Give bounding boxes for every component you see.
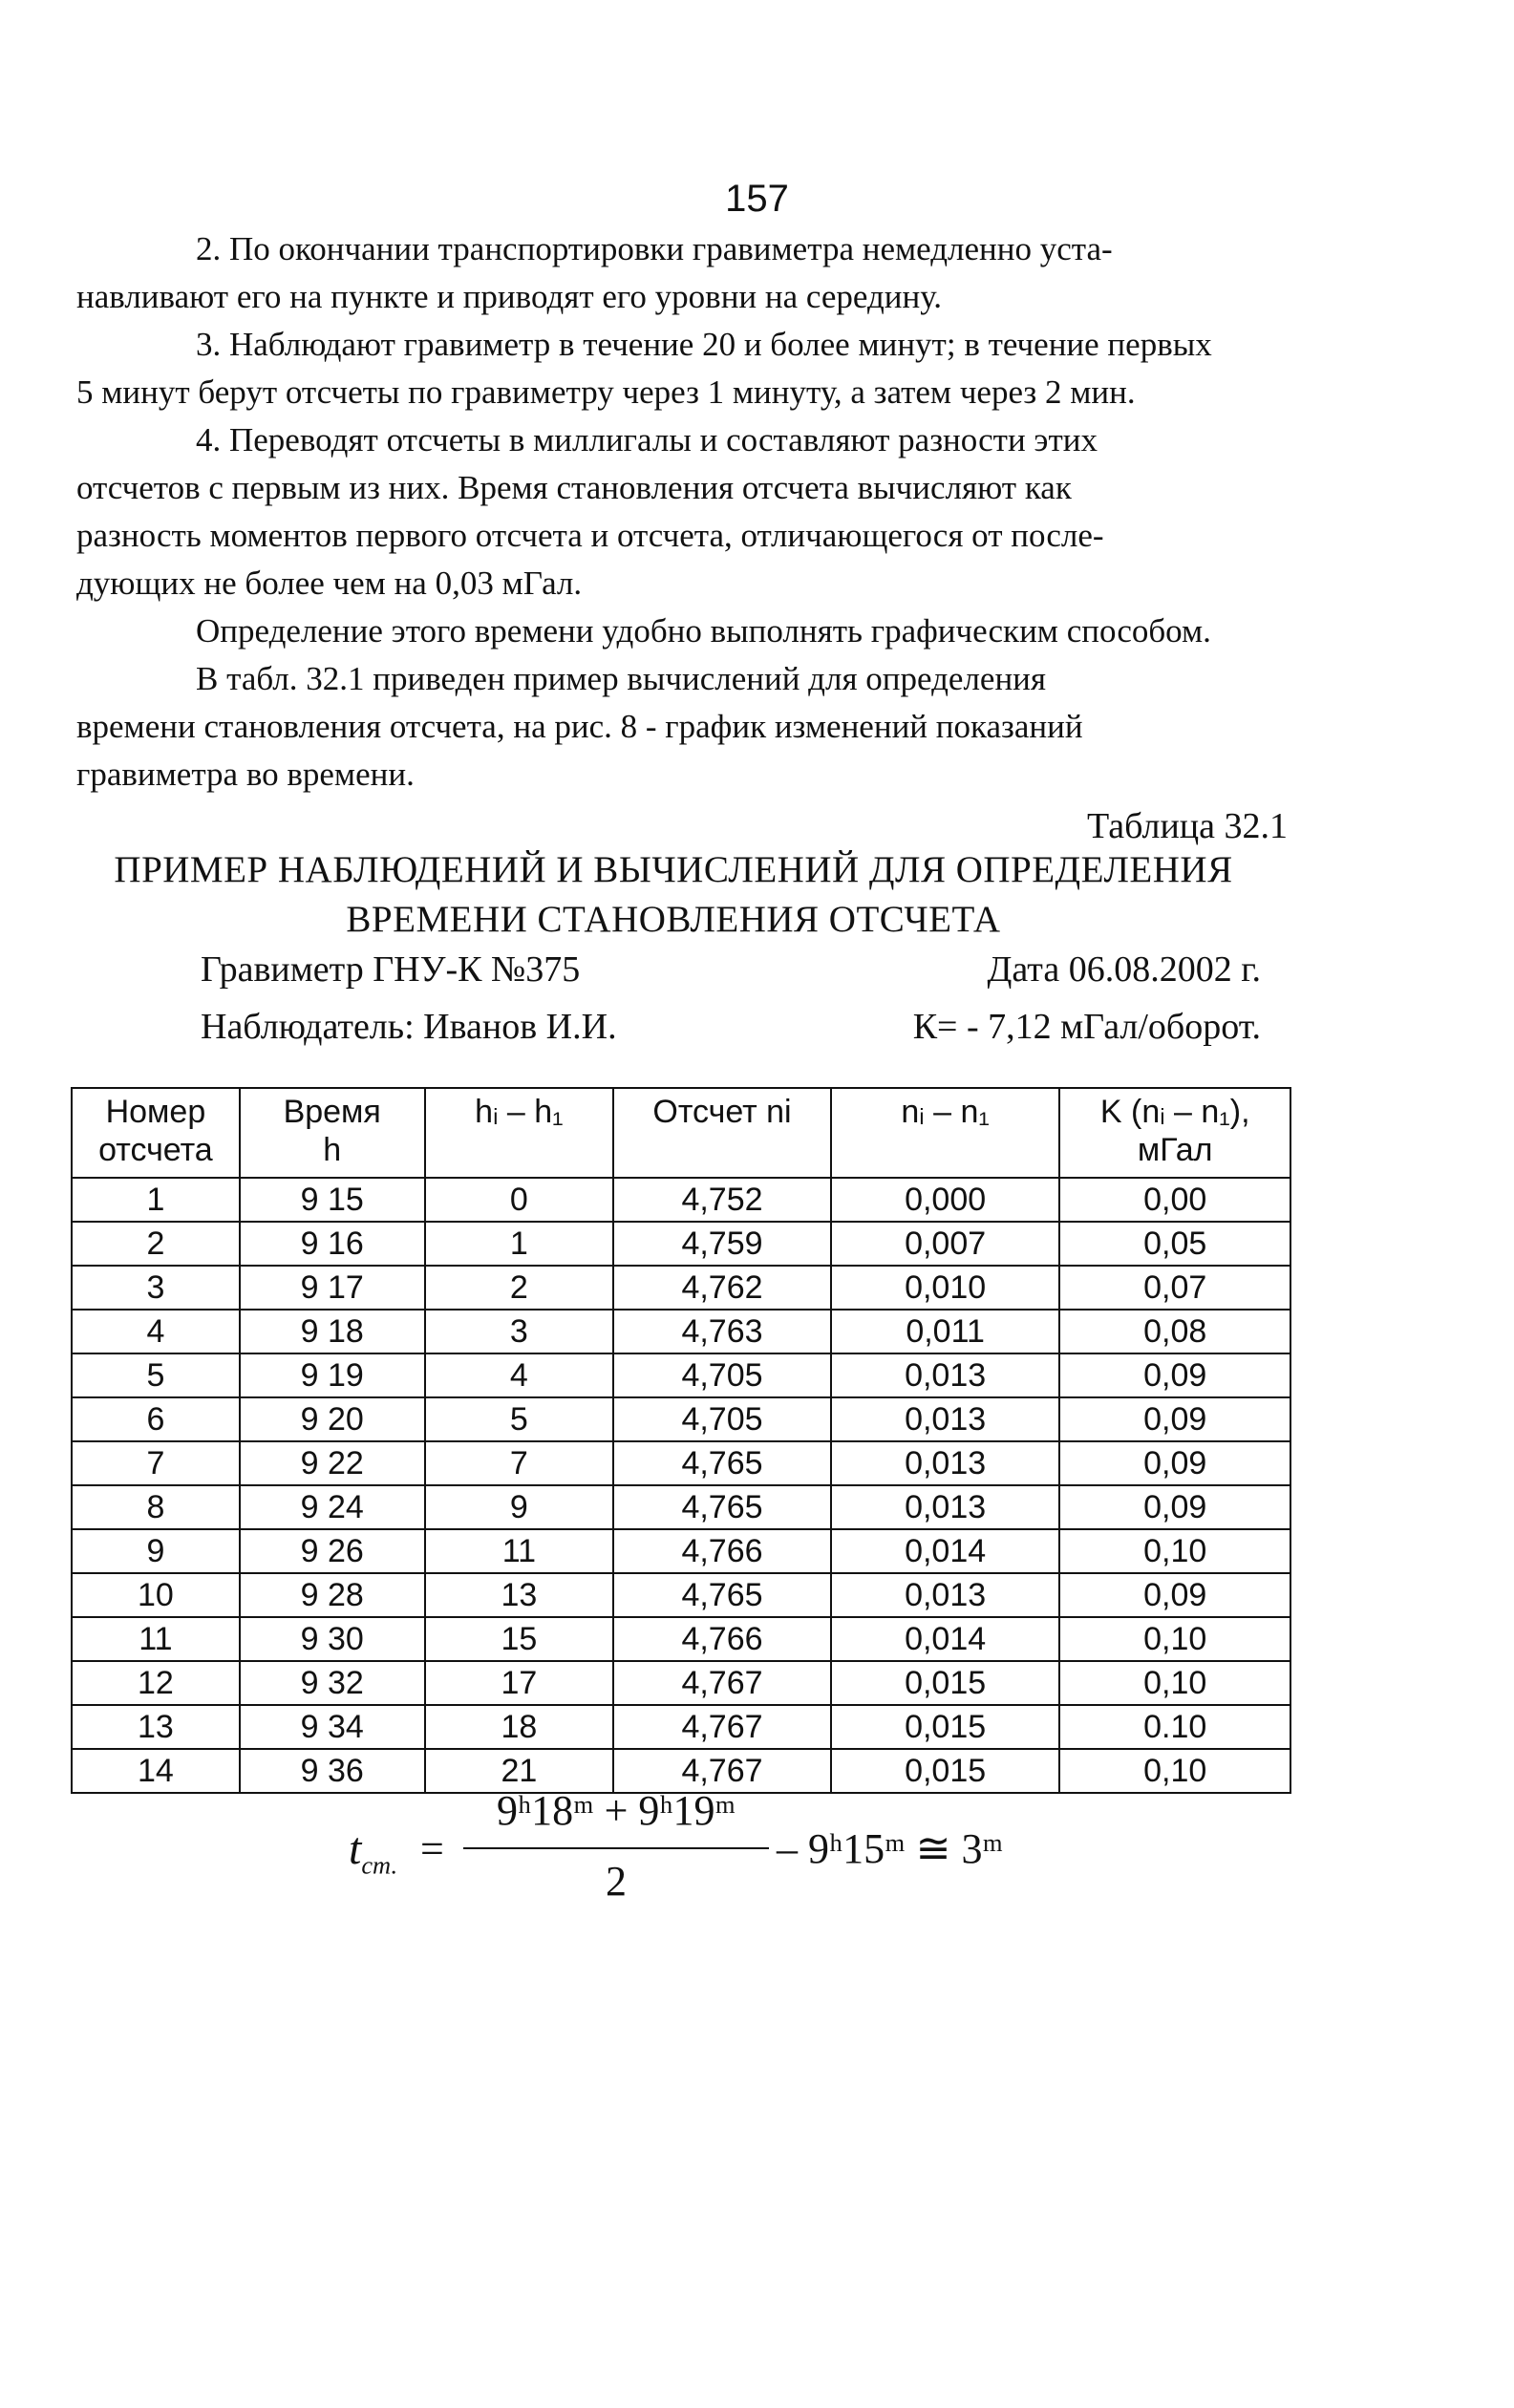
- paragraph-line: 5 минут берут отсчеты по гравиметру через 1 минуту, а затем через 2 мин.: [76, 373, 1136, 411]
- date-label: Дата 06.08.2002 г.: [987, 949, 1261, 990]
- cell-reading-diff: 0,013: [831, 1441, 1060, 1485]
- observer-label: Наблюдатель: Иванов И.И.: [201, 1007, 617, 1047]
- cell-time: 9 18: [240, 1310, 425, 1353]
- paragraph-line: отсчетов с первым из них. Время становления отсчета вычисляют как: [76, 469, 1072, 506]
- cell-mgal: 0,07: [1059, 1266, 1290, 1310]
- header-mgal: K (nᵢ – n₁), мГал: [1059, 1088, 1290, 1178]
- formula-rest: – 9ʰ15ᵐ ≅ 3ᵐ: [777, 1825, 1004, 1872]
- table-row: [72, 1529, 1290, 1573]
- cell-time-diff: 7: [425, 1441, 614, 1485]
- cell-mgal: 0,09: [1059, 1397, 1290, 1441]
- cell-reading-number: 11: [72, 1617, 240, 1661]
- cell-reading-number: 8: [72, 1485, 240, 1529]
- cell-time-diff: 2: [425, 1266, 614, 1310]
- table-row: [72, 1705, 1290, 1749]
- cell-mgal: 0,10: [1059, 1661, 1290, 1705]
- table-row: [72, 1397, 1290, 1441]
- cell-reading-diff: 0,013: [831, 1397, 1060, 1441]
- paragraph-line: 4. Переводят отсчеты в миллигалы и составляют разности этих: [196, 421, 1098, 458]
- table-row: [72, 1485, 1290, 1529]
- observations-table: [71, 1087, 1291, 1794]
- cell-reading-number: 13: [72, 1705, 240, 1749]
- table-label: Таблица 32.1: [1086, 806, 1288, 846]
- formula-equals: =: [420, 1825, 444, 1872]
- cell-time-diff: 1: [425, 1222, 614, 1266]
- cell-reading: 4,759: [613, 1222, 831, 1266]
- meta-row-1: [201, 948, 1261, 991]
- cell-reading: 4,705: [613, 1353, 831, 1397]
- cell-time-diff: 17: [425, 1661, 614, 1705]
- cell-reading-number: 1: [72, 1178, 240, 1222]
- header-time-diff: hᵢ – h₁: [425, 1088, 614, 1178]
- cell-time-diff: 13: [425, 1573, 614, 1617]
- cell-time-diff: 21: [425, 1749, 614, 1793]
- paragraph-line: времени становления отсчета, на рис. 8 - график изменений показаний: [76, 708, 1083, 745]
- cell-mgal: 0,09: [1059, 1485, 1290, 1529]
- cell-time: 9 32: [240, 1661, 425, 1705]
- cell-time-diff: 11: [425, 1529, 614, 1573]
- header-time: Время h: [240, 1088, 425, 1178]
- cell-time: 9 19: [240, 1353, 425, 1397]
- cell-reading-number: 4: [72, 1310, 240, 1353]
- paragraph-line: 3. Наблюдают гравиметр в течение 20 и более минут; в течение первых: [196, 326, 1212, 363]
- table-header-row: [72, 1088, 1290, 1178]
- table-title-line-1: ПРИМЕР НАБЛЮДЕНИЙ И ВЫЧИСЛЕНИЙ ДЛЯ ОПРЕДЕЛЕНИЯ: [114, 849, 1233, 890]
- table-row: [72, 1353, 1290, 1397]
- table-title: [0, 845, 1347, 945]
- cell-reading: 4,767: [613, 1705, 831, 1749]
- cell-reading-number: 10: [72, 1573, 240, 1617]
- table-row: [72, 1441, 1290, 1485]
- cell-mgal: 0,05: [1059, 1222, 1290, 1266]
- cell-reading: 4,767: [613, 1661, 831, 1705]
- paragraph-line: 2. По окончании транспортировки гравиметра немедленно уста-: [196, 230, 1113, 267]
- cell-reading-diff: 0,007: [831, 1222, 1060, 1266]
- table-row: [72, 1573, 1290, 1617]
- k-value-label: К= - 7,12 мГал/оборот.: [912, 1007, 1261, 1047]
- paragraph-2: [76, 321, 1290, 416]
- table-row: [72, 1222, 1290, 1266]
- cell-reading-number: 14: [72, 1749, 240, 1793]
- cell-reading-diff: 0,015: [831, 1661, 1060, 1705]
- cell-mgal: 0,08: [1059, 1310, 1290, 1353]
- header-reading-diff: nᵢ – n₁: [831, 1088, 1060, 1178]
- cell-time-diff: 4: [425, 1353, 614, 1397]
- cell-time: 9 20: [240, 1397, 425, 1441]
- gravimeter-label: Гравиметр ГНУ-К №375: [201, 949, 581, 990]
- cell-time: 9 22: [240, 1441, 425, 1485]
- cell-reading-number: 5: [72, 1353, 240, 1397]
- cell-time: 9 26: [240, 1529, 425, 1573]
- cell-reading: 4,752: [613, 1178, 831, 1222]
- cell-time: 9 36: [240, 1749, 425, 1793]
- cell-reading: 4,766: [613, 1529, 831, 1573]
- cell-reading-diff: 0,015: [831, 1705, 1060, 1749]
- cell-reading: 4,765: [613, 1485, 831, 1529]
- table-row: [72, 1617, 1290, 1661]
- formula-fraction-bar: [463, 1847, 769, 1849]
- cell-reading-number: 12: [72, 1661, 240, 1705]
- meta-row-2: [201, 1006, 1261, 1048]
- cell-mgal: 0,09: [1059, 1573, 1290, 1617]
- cell-reading: 4,763: [613, 1310, 831, 1353]
- header-reading-number: Номер отсчета: [72, 1088, 240, 1178]
- formula-numerator: 9ʰ18ᵐ + 9ʰ19ᵐ: [496, 1787, 736, 1834]
- cell-reading: 4,766: [613, 1617, 831, 1661]
- cell-reading: 4,767: [613, 1749, 831, 1793]
- paragraph-1: [76, 225, 1290, 321]
- cell-reading: 4,765: [613, 1573, 831, 1617]
- cell-reading-number: 2: [72, 1222, 240, 1266]
- paragraph-line: дующих не более чем на 0,03 мГал.: [76, 565, 583, 602]
- cell-time-diff: 5: [425, 1397, 614, 1441]
- table-row: [72, 1178, 1290, 1222]
- cell-reading-diff: 0,011: [831, 1310, 1060, 1353]
- cell-reading-diff: 0,014: [831, 1617, 1060, 1661]
- cell-mgal: 0,10: [1059, 1749, 1290, 1793]
- cell-reading-diff: 0,013: [831, 1353, 1060, 1397]
- paragraph-5: [76, 655, 1290, 799]
- cell-mgal: 0,09: [1059, 1353, 1290, 1397]
- header-reading: Отсчет ni: [613, 1088, 831, 1178]
- cell-reading-number: 9: [72, 1529, 240, 1573]
- cell-reading-number: 6: [72, 1397, 240, 1441]
- paragraph-line: Определение этого времени удобно выполнять графическим способом.: [196, 612, 1211, 650]
- cell-reading-number: 7: [72, 1441, 240, 1485]
- cell-mgal: 0,00: [1059, 1178, 1290, 1222]
- formula-denominator: 2: [606, 1858, 627, 1905]
- cell-reading-diff: 0,013: [831, 1485, 1060, 1529]
- cell-reading-diff: 0,000: [831, 1178, 1060, 1222]
- cell-reading-diff: 0,010: [831, 1266, 1060, 1310]
- cell-reading-number: 3: [72, 1266, 240, 1310]
- cell-time-diff: 0: [425, 1178, 614, 1222]
- cell-mgal: 0.10: [1059, 1705, 1290, 1749]
- page-number: 157: [725, 178, 789, 220]
- formula: [349, 1786, 1075, 1929]
- paragraph-3: [76, 416, 1290, 607]
- cell-time: 9 15: [240, 1178, 425, 1222]
- table-row: [72, 1266, 1290, 1310]
- cell-reading-diff: 0,013: [831, 1573, 1060, 1617]
- cell-reading: 4,705: [613, 1397, 831, 1441]
- cell-time-diff: 3: [425, 1310, 614, 1353]
- table-title-line-2: ВРЕМЕНИ СТАНОВЛЕНИЯ ОТСЧЕТА: [346, 899, 1001, 940]
- cell-reading: 4,762: [613, 1266, 831, 1310]
- paragraph-line: В табл. 32.1 приведен пример вычислений для определения: [196, 660, 1047, 697]
- cell-time-diff: 9: [425, 1485, 614, 1529]
- cell-mgal: 0,10: [1059, 1529, 1290, 1573]
- cell-time: 9 30: [240, 1617, 425, 1661]
- paragraph-line: разность моментов первого отсчета и отсчета, отличающегося от после-: [76, 517, 1104, 554]
- table-row: [72, 1310, 1290, 1353]
- cell-time: 9 28: [240, 1573, 425, 1617]
- cell-reading: 4,765: [613, 1441, 831, 1485]
- cell-time: 9 34: [240, 1705, 425, 1749]
- cell-mgal: 0,09: [1059, 1441, 1290, 1485]
- paragraph-line: навливают его на пункте и приводят его уровни на середину.: [76, 278, 943, 315]
- cell-time: 9 17: [240, 1266, 425, 1310]
- paragraph-line: гравиметра во времени.: [76, 756, 415, 793]
- table-row: [72, 1661, 1290, 1705]
- formula-lhs: $t_{ст.}$: [349, 1823, 398, 1880]
- cell-time-diff: 18: [425, 1705, 614, 1749]
- cell-time: 9 16: [240, 1222, 425, 1266]
- paragraph-4: [76, 607, 1290, 655]
- cell-time-diff: 15: [425, 1617, 614, 1661]
- cell-reading-diff: 0,015: [831, 1749, 1060, 1793]
- cell-time: 9 24: [240, 1485, 425, 1529]
- cell-mgal: 0,10: [1059, 1617, 1290, 1661]
- cell-reading-diff: 0,014: [831, 1529, 1060, 1573]
